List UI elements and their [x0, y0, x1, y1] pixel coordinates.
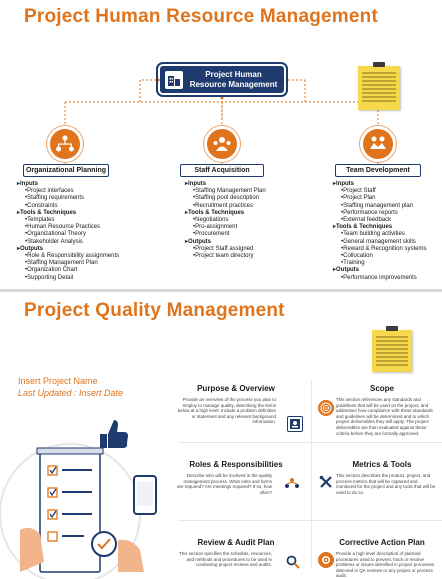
- list-item: • Constraints: [17, 203, 135, 210]
- gear-icon: [318, 552, 334, 568]
- cell-scope: [322, 384, 442, 436]
- cell-metrics-tools: [322, 460, 442, 495]
- column-heading-staff-acquisition: Staff Acquisition: [180, 164, 264, 177]
- list-item: • Performance reports: [333, 210, 441, 217]
- org-chart-icon: [47, 126, 83, 162]
- slide-quality-management: [0, 292, 442, 579]
- section-label: ▸ Inputs: [333, 181, 441, 188]
- list-item: • External feedback: [333, 217, 441, 224]
- list-item: • Performance improvements: [333, 275, 441, 282]
- section-label: ▸ Outputs: [333, 267, 441, 274]
- list-item: • Training: [333, 260, 441, 267]
- id-card-icon: [287, 416, 303, 432]
- cell-roles-responsibilities: [176, 460, 296, 495]
- list-item: • Staffing requirements: [17, 195, 135, 202]
- list-item: • Staffing Management Plan: [185, 188, 303, 195]
- cell-heading: Roles & Responsibilities: [189, 460, 283, 469]
- grid-divider-vertical: [311, 380, 312, 568]
- list-item: • Staffing Management Plan: [17, 260, 135, 267]
- list-item: • Negotiations: [185, 217, 303, 224]
- cell-description: This section specifies the schedule, resources, and methods and procedures to be used in conducting project reviews and audits.: [178, 551, 272, 568]
- list-item: • General management skills: [333, 239, 441, 246]
- list-item: • Team building activities: [333, 231, 441, 238]
- list-item: • Recruitment practices: [185, 203, 303, 210]
- column-heading-team-development: Team Development: [335, 164, 421, 177]
- column-team-development: [333, 181, 441, 282]
- section-label: ▸ Tools & Techniques: [185, 210, 303, 217]
- team-icon: [284, 476, 300, 492]
- list-item: • Organizational Theory: [17, 231, 135, 238]
- wrench-screwdriver-icon: [318, 474, 334, 490]
- cell-purpose-overview: [176, 384, 296, 425]
- list-item: • Project Staff assigned: [185, 246, 303, 253]
- column-heading-organizational-planning: Organizational Planning: [23, 164, 109, 177]
- cell-description: Provide an overview of the process you plan to employ to manage quality, describing the items below at a high level. Include a problem definition or statement and any relevant background information.: [177, 397, 276, 425]
- column-organizational-planning: [17, 181, 135, 282]
- cell-heading: Corrective Action Plan: [339, 538, 425, 547]
- thumbs-up-icon: [100, 420, 128, 448]
- grid-divider-horizontal: [178, 442, 442, 443]
- cell-heading: Purpose & Overview: [197, 384, 275, 393]
- list-item: • Project Staff: [333, 188, 441, 195]
- cell-description: This section describes the product, project, and process metrics that will be captured and monitored for the project and any tools that will be used to do so.: [336, 473, 436, 495]
- section-label: ▸ Inputs: [17, 181, 135, 188]
- hr-building-icon: [165, 71, 183, 89]
- list-item: • Procurement: [185, 231, 303, 238]
- list-item: • Project interfaces: [17, 188, 135, 195]
- smartphone-icon: [134, 476, 156, 514]
- list-item: • Reward & Recognition systems: [333, 246, 441, 253]
- target-icon: [318, 400, 334, 416]
- list-item: • Templates: [17, 217, 135, 224]
- sticky-note-icon: [358, 66, 400, 110]
- section-label: ▸ Outputs: [185, 239, 303, 246]
- list-item: • Project Plan: [333, 195, 441, 202]
- list-item: • Stakeholder Analysis: [17, 239, 135, 246]
- staff-people-icon: [204, 126, 240, 162]
- section-label: ▸ Tools & Techniques: [333, 224, 441, 231]
- cell-review-audit-plan: [176, 538, 296, 568]
- grid-divider-horizontal: [178, 520, 442, 521]
- checklist-illustration: [0, 412, 180, 572]
- list-item: • Collocation: [333, 253, 441, 260]
- section-label: ▸ Inputs: [185, 181, 303, 188]
- list-item: • Role & Responsibility assignments: [17, 253, 135, 260]
- list-item: • Supporting Detail: [17, 275, 135, 282]
- cell-description: This section references any standards and guidelines that will be used on the project, and addresses how compliance with these standards and guidelines will be determined and to which project deliverables they will apply. The project deliverables are then evaluated against these criteria before they are formally approved.: [336, 397, 433, 436]
- list-item: • Staffing management plan: [333, 203, 441, 210]
- team-handshake-icon: [360, 126, 396, 162]
- list-item: • Project team directory: [185, 253, 303, 260]
- last-updated-placeholder: Last Updated : Insert Date: [18, 388, 124, 398]
- column-staff-acquisition: [185, 181, 303, 260]
- cell-description: Provide a high level description of planned procedures used to prevent, track or resolve problems or issues identified in project processes detected in QA reviews or any project or process audit.: [336, 551, 435, 579]
- sticky-note-icon: [372, 330, 412, 372]
- slide-title: Project Quality Management: [24, 300, 285, 321]
- cell-corrective-action-plan: [322, 538, 442, 579]
- cell-description: Describe who will be involved in the quality management process. What roles and forms are required? Are meetings required? If so, how often?: [176, 473, 272, 495]
- list-item: • Human Resource Practices: [17, 224, 135, 231]
- slide-title: Project Human Resource Management: [24, 6, 378, 27]
- cell-heading: Metrics & Tools: [352, 460, 412, 469]
- project-name-placeholder: Insert Project Name: [18, 376, 98, 386]
- section-label: ▸ Tools & Techniques: [17, 210, 135, 217]
- list-item: • Organization Chart: [17, 267, 135, 274]
- cell-heading: Scope: [369, 384, 394, 393]
- center-node: [160, 66, 284, 93]
- list-item: • Pro-assignment: [185, 224, 303, 231]
- section-label: ▸ Outputs: [17, 246, 135, 253]
- cell-heading: Review & Audit Plan: [197, 538, 275, 547]
- list-item: • Staffing pool description: [185, 195, 303, 202]
- center-node-label: Project Human Resource Management: [189, 69, 278, 89]
- magnifier-icon: [285, 554, 301, 570]
